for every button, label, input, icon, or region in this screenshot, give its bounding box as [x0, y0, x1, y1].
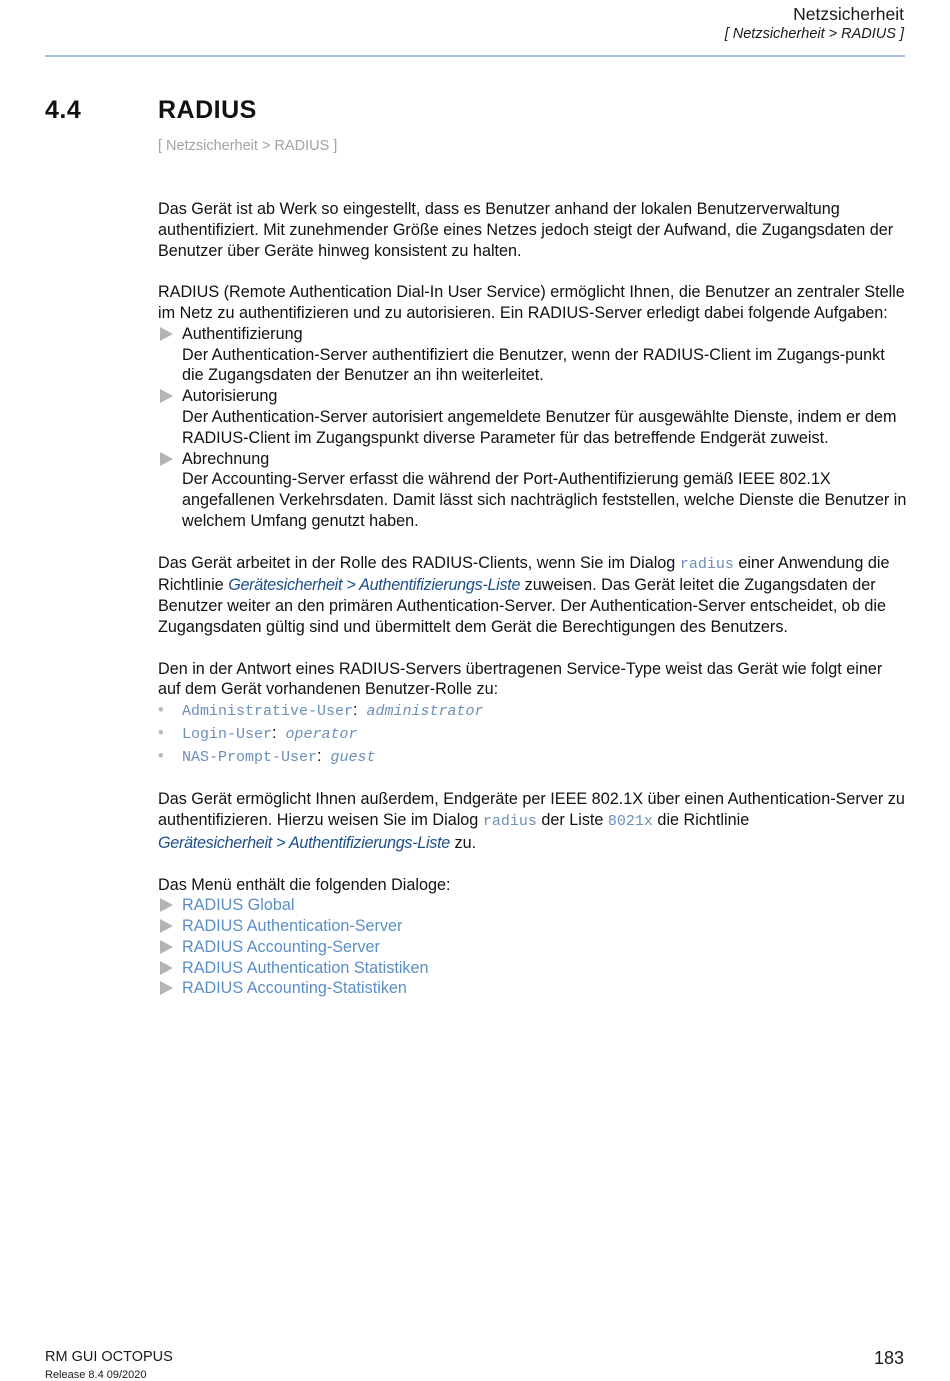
arrow-bullet-icon [160, 452, 173, 466]
dialog-radius-code: radius [482, 813, 537, 831]
section-path: [ Netzsicherheit > RADIUS ] [158, 138, 338, 154]
menu-intro-paragraph: Das Menü enthält die folgenden Dialoge: [158, 875, 451, 894]
dialog-link[interactable]: RADIUS Global [182, 896, 295, 915]
section-number: 4.4 [45, 96, 82, 124]
task-description: Der Accounting-Server erfasst die während der Port-Authentifizierung gemäß IEEE 802.1X angefallenen Verkehrsdaten. Damit lässt sich nachträglich feststellen, welche Dienste die Benutzer in welchem Umfang genutzt haben. [182, 470, 907, 530]
arrow-bullet-icon [160, 327, 173, 341]
dialog-item-authentication-server[interactable] [158, 916, 908, 937]
user-role: administrator [366, 703, 484, 721]
arrow-bullet-icon [160, 898, 173, 912]
task-description: Der Authentication-Server autorisiert angemeldete Benutzer für ausgewählte Dienste, indem er dem RADIUS-Client im Zugangspunkt diverse Parameter für das betreffende Endgerät zuweist. [182, 407, 897, 447]
running-header-title: Netzsicherheit [793, 4, 904, 24]
user-role: operator [285, 725, 358, 743]
list-8021x-code: 8021x [607, 813, 653, 831]
dialog-item-accounting-statistics[interactable] [158, 978, 908, 999]
dialog-radius-code: radius [679, 555, 734, 573]
arrow-bullet-icon [160, 981, 173, 995]
page-number: 183 [873, 1348, 904, 1368]
task-title: Abrechnung [182, 449, 270, 468]
dialog-list [158, 895, 908, 999]
radius-paragraph: RADIUS (Remote Authentication Dial-In User Service) ermöglicht Ihnen, die Benutzer an zentraler Stelle im Netz zu authentifizieren und zu autorisieren. Ein RADIUS-Server erledigt dabei folgende Aufgaben: [158, 283, 905, 322]
running-header-breadcrumb: [ Netzsicherheit > RADIUS ] [724, 26, 904, 42]
task-description: Der Authentication-Server authentifiziert die Benutzer, wenn der RADIUS-Client im Zugangs-punkt die Zugangsdaten der Benutzer an ihn weiterleitet. [182, 345, 885, 385]
service-type-code: Administrative-User [182, 703, 354, 721]
task-title: Autorisierung [182, 387, 278, 406]
footer-document-name: RM GUI OCTOPUS [45, 1349, 173, 1365]
header-rule [45, 55, 905, 57]
dialog-link[interactable]: RADIUS Accounting-Statistiken [182, 979, 407, 998]
ieee-8021x-paragraph: Das Gerät ermöglicht Ihnen außerdem, Endgeräte per IEEE 802.1X über einen Authentication-Server zu authentifizieren. Hierzu weisen Sie im Dialog radius der Liste 8021x die Richtlinie Gerätesicherheit > Authentifizierungs-Liste zu. [158, 790, 905, 852]
task-list [158, 324, 908, 532]
dialog-item-radius-global[interactable] [158, 895, 908, 916]
intro-paragraph: Das Gerät ist ab Werk so eingestellt, dass es Benutzer anhand der lokalen Benutzerverwaltung authentifiziert. Mit zunehmender Größe eines Netzes jedoch steigt der Aufwand, die Zugangsdaten der Benutzer über Geräte hinweg konsistent zu halten. [158, 200, 894, 260]
arrow-bullet-icon [160, 940, 173, 954]
dialog-link[interactable]: RADIUS Authentication-Server [182, 917, 403, 936]
section-title: RADIUS [158, 96, 257, 124]
auth-list-link[interactable]: Gerätesicherheit > Authentifizierungs-Liste [228, 576, 521, 595]
role-item: • Login-User: operator [158, 723, 358, 743]
role-item: • NAS-Prompt-User: guest [158, 746, 376, 766]
arrow-bullet-icon [160, 961, 173, 975]
dialog-link[interactable]: RADIUS Authentication Statistiken [182, 958, 429, 977]
bullet-dot-icon: • [158, 701, 164, 720]
dialog-link[interactable]: RADIUS Accounting-Server [182, 937, 380, 956]
dialog-item-accounting-server[interactable] [158, 937, 908, 958]
footer-release: Release 8.4 09/2020 [45, 1369, 147, 1381]
dialog-item-authentication-statistics[interactable] [158, 958, 908, 979]
role-list [158, 700, 908, 768]
task-title: Authentifizierung [182, 324, 303, 343]
service-type-code: Login-User [182, 725, 273, 743]
bullet-dot-icon: • [158, 723, 164, 742]
auth-list-link[interactable]: Gerätesicherheit > Authentifizierungs-Liste [158, 833, 450, 852]
task-item [158, 386, 908, 448]
user-role: guest [330, 748, 376, 766]
bullet-dot-icon: • [158, 746, 164, 765]
service-type-code: NAS-Prompt-User [182, 748, 318, 766]
client-role-paragraph: Das Gerät arbeitet in der Rolle des RADIUS-Clients, wenn Sie im Dialog radius einer Anwendung die Richtlinie Gerätesicherheit > Authentifizierungs-Liste zuweisen. Das Gerät leitet die Zugangsdaten der Benutzer weiter an den primären Authentication-Server. Der Authentication-Server entscheidet, ob die Zugangsdaten gültig sind und übermittelt dem Gerät die Berechtigungen des Benutzers. [158, 553, 890, 636]
body-content [158, 199, 908, 999]
task-item [158, 449, 908, 532]
role-item: • Administrative-User: administrator [158, 701, 484, 721]
task-item [158, 324, 908, 386]
service-type-paragraph: Den in der Antwort eines RADIUS-Servers übertragenen Service-Type weist das Gerät wie folgt einer auf dem Gerät vorhandenen Benutzer-Rolle zu: [158, 659, 883, 699]
arrow-bullet-icon [160, 919, 173, 933]
arrow-bullet-icon [160, 389, 173, 403]
